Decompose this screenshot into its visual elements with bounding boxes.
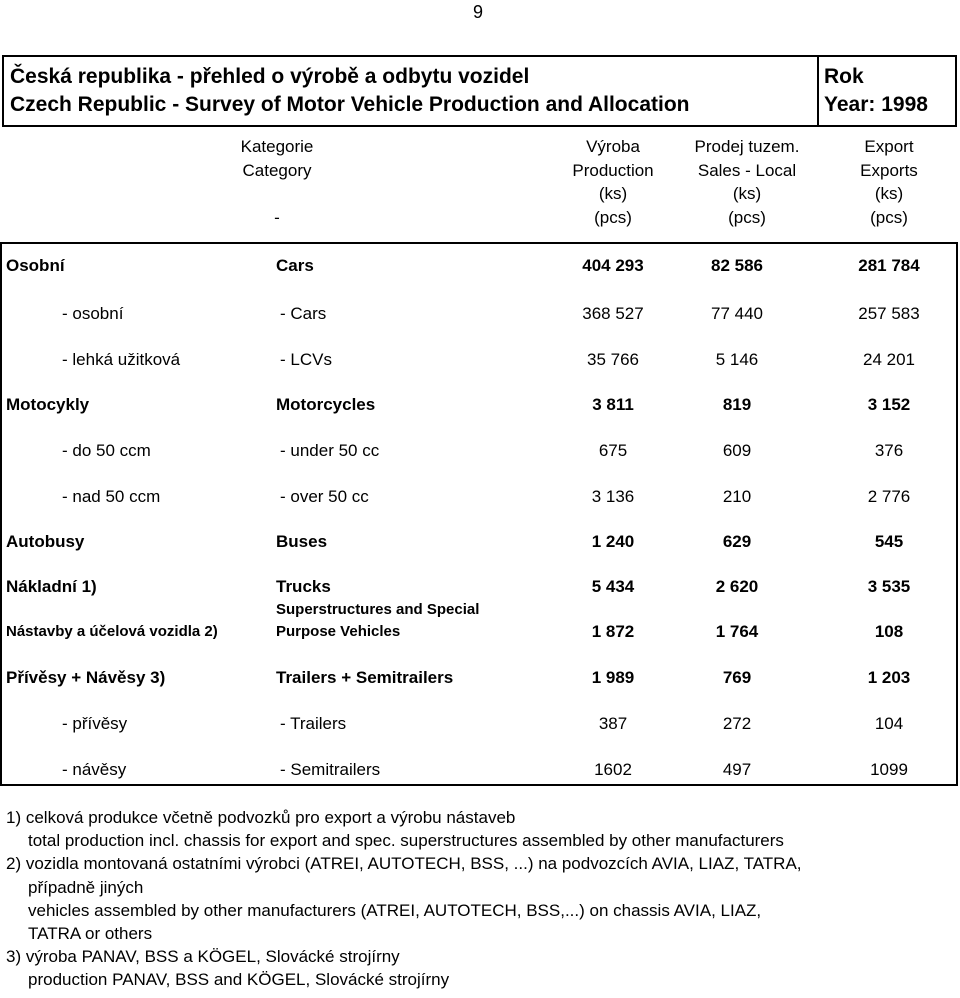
table-row <box>0 601 958 641</box>
row-export-value: 104 <box>874 714 904 733</box>
row-category-en: - LCVs <box>280 350 332 369</box>
row-category-en: - Cars <box>280 304 327 323</box>
row-production-value: 3 811 <box>592 395 634 414</box>
header-sales-unit-en: (pcs) <box>728 208 766 227</box>
row-sales-value: 497 <box>722 760 752 779</box>
footnote-line: 2) vozidla montovaná ostatními výrobci (ATREI, AUTOTECH, BSS, ...) na podvozcích AVIA, LIAZ, TATRA, <box>6 854 802 874</box>
footnote-line: production PANAV, BSS and KÖGEL, Slovácké strojírny <box>28 970 450 990</box>
header-category-en: Category <box>242 161 312 180</box>
footnote-line: 1) celková produkce včetně podvozků pro export a výrobu nástaveb <box>6 808 516 827</box>
year-label: Rok <box>824 65 864 88</box>
row-category-en: Superstructures and Special <box>276 601 480 618</box>
row-category-cz: - osobní <box>62 304 124 323</box>
row-category-cz: Nákladní 1) <box>6 577 97 596</box>
table-row <box>0 487 958 517</box>
row-export-value: 3 535 <box>867 577 911 596</box>
footnote-line: TATRA or others <box>28 924 153 944</box>
header-sales-unit-cz: (ks) <box>732 184 762 203</box>
row-production-value: 404 293 <box>582 256 644 275</box>
table-row <box>0 714 958 744</box>
header-export-cz: Export <box>864 137 914 156</box>
row-production-value: 5 434 <box>591 577 635 596</box>
row-category-cz: - nad 50 ccm <box>62 487 161 506</box>
row-category-cz: - do 50 ccm <box>62 441 151 460</box>
header-category-dash: - <box>274 208 280 227</box>
row-production-value: 1 989 <box>591 668 635 687</box>
row-sales-value: 272 <box>722 714 752 733</box>
table-row <box>0 395 958 425</box>
header-category-cz: Kategorie <box>240 137 314 156</box>
row-category-cz: Nástavby a účelová vozidla 2) <box>6 623 218 640</box>
row-category-en: - over 50 cc <box>280 487 369 506</box>
row-category-en: Trailers + Semitrailers <box>276 668 454 687</box>
row-category-en: Motorcycles <box>276 395 376 414</box>
header-production-en: Production <box>572 161 654 180</box>
row-category-en: Trucks <box>276 577 331 596</box>
row-production-value: 368 527 <box>582 304 644 323</box>
row-category-cz: Přívěsy + Návěsy 3) <box>6 668 166 687</box>
row-export-value: 257 583 <box>858 304 920 323</box>
row-production-value: 3 136 <box>591 487 635 506</box>
row-sales-value: 77 440 <box>711 304 763 323</box>
row-category-cz: - lehká užitková <box>62 350 181 369</box>
header-production-cz: Výroba <box>586 137 640 156</box>
table-row <box>0 441 958 471</box>
header-production-unit-cz: (ks) <box>598 184 628 203</box>
table-row <box>0 668 958 698</box>
header-export-unit-cz: (ks) <box>874 184 904 203</box>
header-bottom-rule <box>0 242 958 244</box>
table-row <box>0 256 958 286</box>
header-sales-en: Sales - Local <box>697 161 797 180</box>
row-production-value: 387 <box>598 714 628 733</box>
row-production-value: 35 766 <box>587 350 639 369</box>
header-export-unit-en: (pcs) <box>870 208 908 227</box>
page-number: 9 <box>473 2 484 22</box>
row-export-value: 376 <box>874 441 904 460</box>
row-sales-value: 1 764 <box>715 622 759 641</box>
table-row <box>0 350 958 380</box>
row-category-en-line2: Purpose Vehicles <box>276 623 401 640</box>
row-export-value: 281 784 <box>858 256 920 275</box>
table-row <box>0 304 958 334</box>
table-row <box>0 532 958 562</box>
row-category-cz: Osobní <box>6 256 65 275</box>
footnote-line: total production incl. chassis for export and spec. superstructures assembled by other manufacturers <box>28 831 784 851</box>
footnote-line: vehicles assembled by other manufacturers (ATREI, AUTOTECH, BSS,...) on chassis AVIA, LIAZ, <box>28 900 762 920</box>
header-production-unit-en: (pcs) <box>594 208 632 227</box>
row-category-cz: - návěsy <box>62 760 127 779</box>
row-sales-value: 5 146 <box>715 350 759 369</box>
row-category-en: Buses <box>276 532 328 551</box>
row-category-cz: Autobusy <box>6 532 85 551</box>
footnote-line: 3) výroba PANAV, BSS a KÖGEL, Slovácké strojírny <box>6 947 400 967</box>
header-export-en: Exports <box>860 161 918 180</box>
title-divider <box>817 57 819 125</box>
row-sales-value: 819 <box>722 395 752 414</box>
row-production-value: 1602 <box>594 760 632 779</box>
row-export-value: 545 <box>874 532 904 551</box>
row-category-cz: - přívěsy <box>62 714 128 733</box>
title-box <box>2 55 957 127</box>
row-export-value: 2 776 <box>867 487 911 506</box>
footnotes <box>6 806 946 992</box>
row-export-value: 1099 <box>870 760 908 779</box>
row-sales-value: 210 <box>722 487 752 506</box>
row-production-value: 675 <box>598 441 628 460</box>
row-export-value: 24 201 <box>863 350 915 369</box>
row-sales-value: 629 <box>722 532 752 551</box>
table-row <box>0 760 958 790</box>
title-english: Czech Republic - Survey of Motor Vehicle Production and Allocation <box>10 93 690 116</box>
row-category-en: - Trailers <box>280 714 347 733</box>
header-sales-cz: Prodej tuzem. <box>694 137 800 156</box>
row-category-en: Cars <box>276 256 314 275</box>
row-category-en: - Semitrailers <box>280 760 381 779</box>
row-sales-value: 769 <box>722 668 752 687</box>
row-export-value: 1 203 <box>867 668 911 687</box>
row-export-value: 108 <box>874 622 904 641</box>
row-sales-value: 2 620 <box>715 577 759 596</box>
row-category-cz: Motocykly <box>6 395 90 414</box>
year-value: Year: 1998 <box>824 93 928 116</box>
row-production-value: 1 872 <box>591 622 635 641</box>
row-sales-value: 609 <box>722 441 752 460</box>
title-czech: Česká republika - přehled o výrobě a odbytu vozidel <box>10 65 530 88</box>
row-export-value: 3 152 <box>867 395 911 414</box>
footnote-line: případně jiných <box>28 877 144 897</box>
row-category-en: - under 50 cc <box>280 441 380 460</box>
row-production-value: 1 240 <box>591 532 635 551</box>
row-sales-value: 82 586 <box>711 256 763 275</box>
